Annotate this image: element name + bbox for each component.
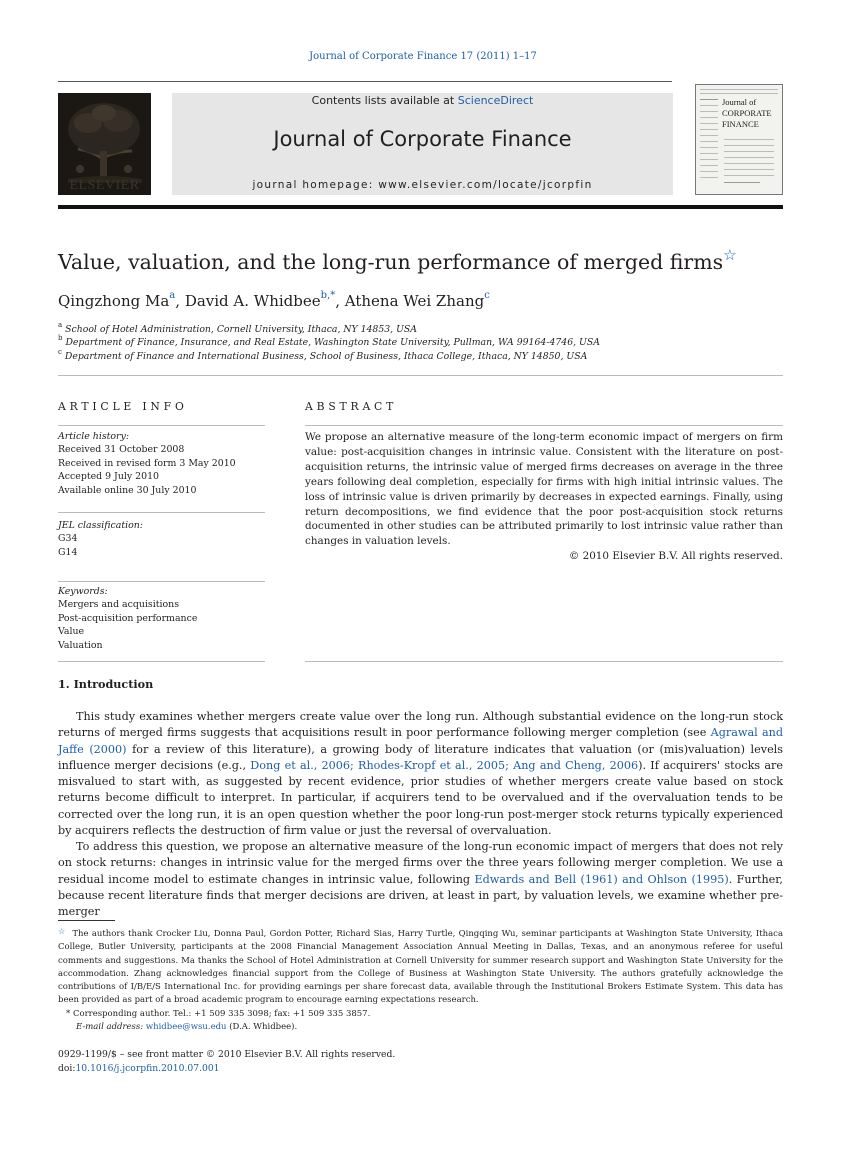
history-label: Article history: (58, 431, 129, 442)
affiliation (58, 322, 417, 335)
author-name: David A. Whidbee (184, 292, 321, 310)
divider (58, 512, 265, 513)
jel-label: JEL classification: (58, 520, 143, 531)
affiliation-mark: c (58, 348, 62, 356)
footnote-star-icon: ☆ (58, 927, 66, 936)
citation-link[interactable]: Dong et al., 2006; Rhodes-Kropf et al., 2005; Ang and Cheng, 2006 (250, 758, 639, 772)
affiliation-text: Department of Finance, Insurance, and Real Estate, Washington State University, Pullman, WA 99164-4746, USA (65, 337, 600, 349)
doi-line (58, 1062, 395, 1076)
keywords-label: Keywords: (58, 586, 108, 597)
keyword: Mergers and acquisitions (58, 599, 180, 611)
email-suffix: (D.A. Whidbee). (229, 1022, 298, 1033)
body-text-run: for a review of this literature), a growing body of literature indicates that valuation (or (mis)valuation) levels influence merger decisions (e.g., (58, 742, 784, 772)
paragraph (58, 839, 783, 920)
homepage-url[interactable]: www.elsevier.com/locate/jcorpfin (378, 179, 593, 191)
history-item: Received in revised form 3 May 2010 (58, 457, 236, 469)
homepage-label: journal homepage: (252, 179, 374, 191)
keyword: Value (58, 626, 85, 638)
contents-line (172, 94, 673, 107)
author-separator: , (175, 292, 185, 310)
author-affiliation-mark[interactable]: a (169, 290, 176, 301)
copyright-notice: © 2010 Elsevier B.V. All rights reserved. (568, 550, 783, 562)
body-text-run: . Further, because recent literature finds that merger decisions are driven, at least in part, by valuation levels, we examine whether pre-merger (58, 872, 783, 918)
corresponding-author-note: * Corresponding author. Tel.: +1 509 335 3098; fax: +1 509 335 3857. (66, 1008, 371, 1019)
affiliation-mark: a (58, 321, 63, 329)
divider (58, 425, 265, 426)
acknowledgement-text: The authors thank Crocker Liu, Donna Paul, Gordon Potter, Richard Sias, Harry Turtle, Qingqing Wu, seminar participants at Washington State University, Ithaca College, Butler University, participants at the 2008 Financial Management Association Annual Meeting in Dallas, Texas, and an anonymous referee for useful comments and suggestions. Ma thanks the School of Hotel Administration at Cornell University for summer research support and Washington State University for the accommodation. Zhang acknowledges financial support from the College of Business at Washington State University. The authors gratefully acknowledge the contributions of I/B/E/S International Inc. for providing earnings per share forecast data, available through the Institutional Brokers Estimate System. This data has been provided as part of a broad academic program to encourage earning expectations research. (58, 929, 784, 1006)
author-affiliation-mark[interactable]: c (484, 290, 490, 301)
sciencedirect-link[interactable]: ScienceDirect (457, 94, 534, 107)
history-item: Accepted 9 July 2010 (58, 471, 159, 483)
author-separator: , (335, 292, 345, 310)
introduction-body (58, 709, 783, 920)
keyword: Valuation (58, 639, 103, 651)
affiliation-mark: b (58, 334, 63, 342)
header-rule (58, 81, 672, 82)
article-title (58, 246, 737, 274)
abstract-text: We propose an alternative measure of the long-term economic impact of mergers on firm value: post-acquisition changes in intrinsic value. Consistent with the literature on post-acquisition returns, the intrinsic value of merged firms decreases on average in the three years following deal completion, especially for firms with high initial intrinsic values. The loss of intrinsic value is driven primarily by decreases in expected earnings. Finally, using return decompositions, we find evidence that the poor post-acquisition stock returns documented in other studies can be attributed primarily to lost intrinsic value rather than changes in valuation levels. (305, 431, 783, 548)
issn-line: 0929-1199/$ – see front matter © 2010 Elsevier B.V. All rights reserved. (58, 1049, 396, 1060)
cover-title: Journal of CORPORATE FINANCE (722, 97, 772, 129)
article-info-heading: ARTICLE INFO (58, 400, 188, 413)
author-list (58, 292, 490, 310)
citation-link[interactable]: Edwards and Bell (1961) and Ohlson (1995) (474, 872, 729, 886)
journal-masthead (172, 93, 673, 195)
paragraph (58, 709, 783, 839)
jel-code: G14 (58, 546, 78, 558)
journal-name: Journal of Corporate Finance (273, 127, 572, 151)
acknowledgement-footnote (58, 927, 783, 1008)
masthead-rule (58, 205, 783, 209)
elsevier-logo (58, 93, 151, 195)
affiliation (58, 349, 587, 362)
divider (305, 425, 783, 426)
front-matter (58, 1048, 395, 1075)
author-affiliation-mark[interactable]: b,* (320, 290, 336, 301)
affiliations-rule (58, 375, 783, 376)
affiliation (58, 335, 600, 348)
email-note (58, 1021, 783, 1034)
affiliation-text: School of Hotel Administration, Cornell University, Ithaca, NY 14853, USA (65, 324, 417, 336)
abstract-heading: ABSTRACT (305, 400, 398, 413)
citation-link[interactable]: Agrawal and Jaffe (2000) (58, 726, 784, 756)
divider (58, 581, 265, 582)
footnotes (58, 927, 783, 1034)
keyword: Post-acquisition performance (58, 612, 198, 624)
journal-reference[interactable]: Journal of Corporate Finance 17 (2011) 1–17 (309, 51, 537, 62)
body-text-run: This study examines whether mergers create value over the long run. Although substantial evidence on the long-run stock returns of merged firms suggests that acquisitions result in poor performance following merger completion (see (58, 710, 783, 740)
title-footnote-star-icon[interactable]: ☆ (723, 246, 737, 264)
divider (305, 661, 783, 662)
article-title-text: Value, valuation, and the long-run performance of merged firms (58, 250, 724, 274)
publisher-wordmark: ELSEVIER (69, 178, 140, 193)
email-label: E-mail address: (76, 1022, 144, 1033)
author-name: Athena Wei Zhang (344, 292, 485, 310)
section-heading: 1. Introduction (58, 677, 154, 691)
journal-cover-thumbnail (695, 84, 783, 195)
history-item: Available online 30 July 2010 (58, 484, 197, 496)
history-item: Received 31 October 2008 (58, 444, 185, 456)
doi-label: doi: (58, 1062, 76, 1074)
doi-link[interactable]: 10.1016/j.jcorpfin.2010.07.001 (75, 1062, 220, 1074)
body-text-run: To address this question, we propose an alternative measure of the long-run economic impact of mergers that does not rely on stock returns: changes in intrinsic value for the merged firms over the three years following merger completion. We use a residual income model to estimate changes in intrinsic value, following (58, 840, 783, 886)
footnote-rule (58, 920, 115, 921)
body-text-run: ). If acquirers' stocks are misvalued to start with, as suggested by recent evidence, prior studies of whether mergers create value based on stock returns become difficult to interpret. In particular, if acquirers tend to be overvalued and if the overvaluation tends to be corrected over the long run, it is an open question whether the poor long-run post-merger stock returns typically experienced by acquirers reflects the destruction of firm value or just the reversal of overvaluation. (58, 758, 783, 837)
keywords (58, 585, 265, 652)
email-link[interactable]: whidbee@wsu.edu (145, 1022, 227, 1033)
jel-code: G34 (58, 533, 78, 545)
affiliation-text: Department of Finance and International Business, School of Business, Ithaca College, Ithaca, NY 14850, USA (64, 351, 588, 363)
journal-homepage (172, 179, 673, 191)
author-name: Qingzhong Ma (58, 292, 170, 310)
contents-prefix: Contents lists available at (311, 94, 455, 107)
article-history (58, 430, 265, 497)
jel-classification (58, 519, 265, 559)
divider (58, 661, 265, 662)
